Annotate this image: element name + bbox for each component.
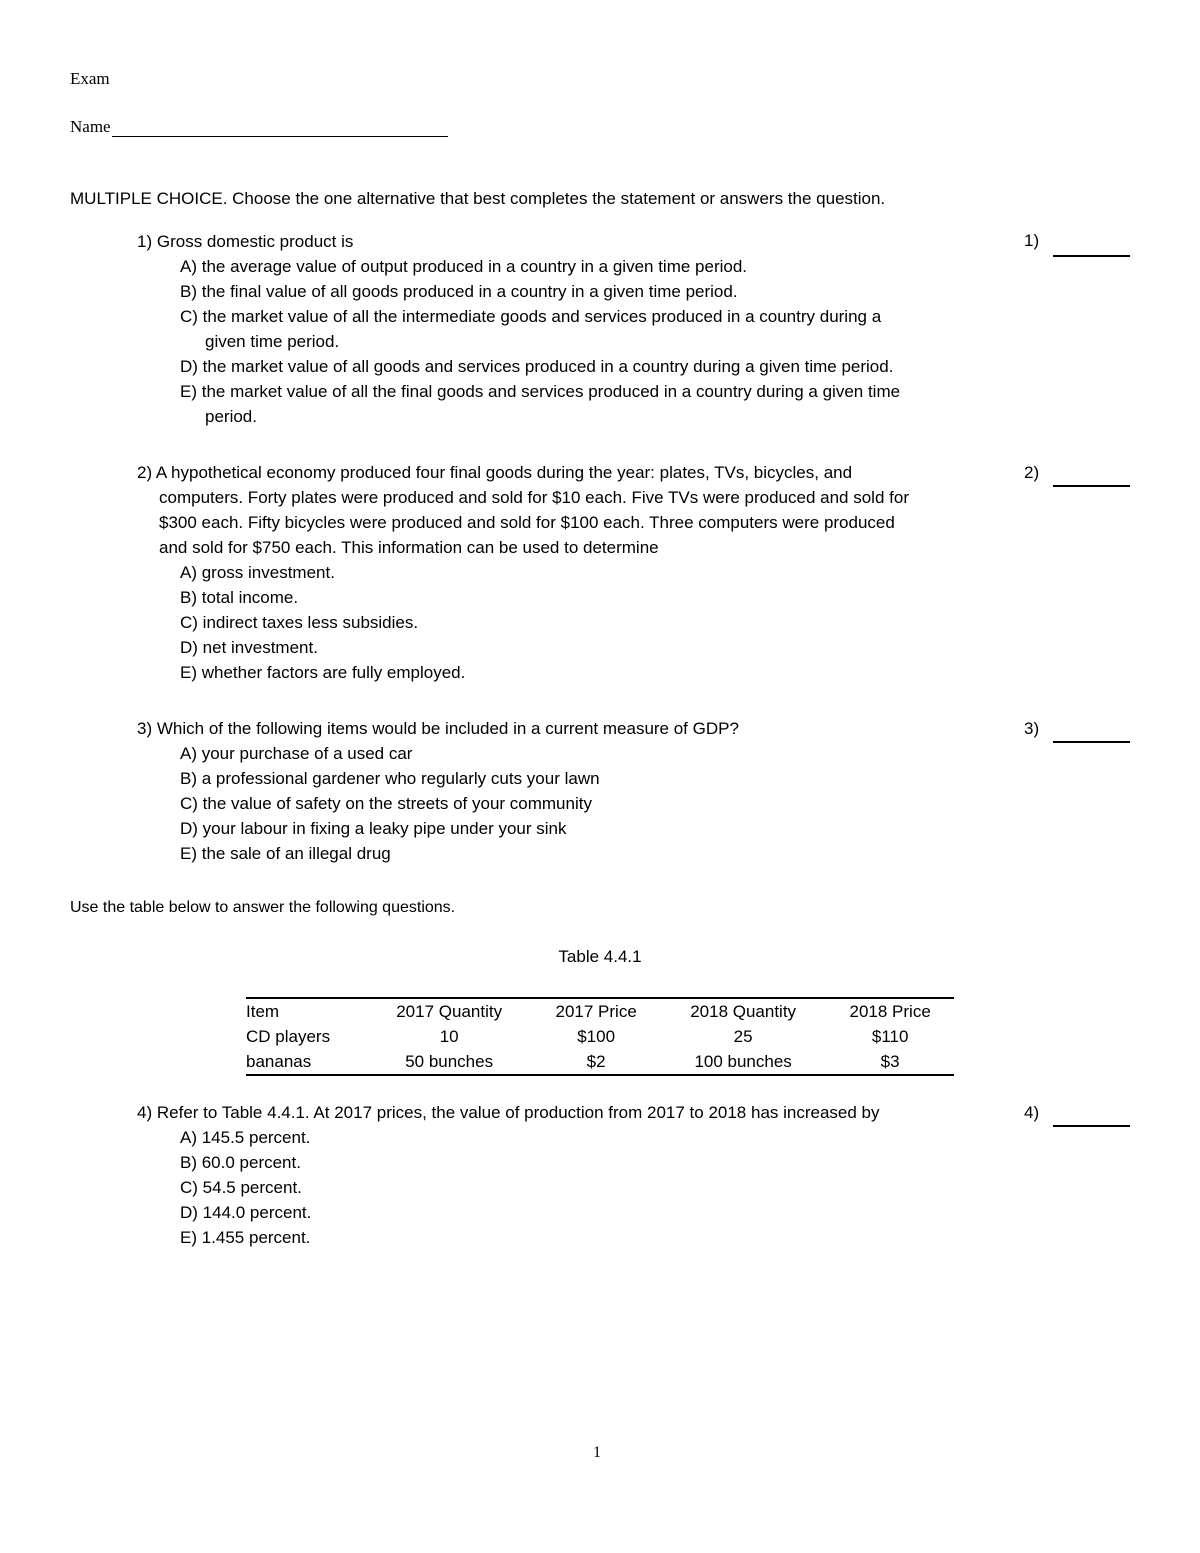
options xyxy=(180,254,900,429)
question-number: 3) xyxy=(137,719,153,738)
option-e: E) the sale of an illegal drug xyxy=(180,844,391,863)
table-cell: 50 bunches xyxy=(405,1051,494,1071)
options xyxy=(180,560,909,685)
answer-blank[interactable] xyxy=(1053,485,1130,487)
option-d: D) 144.0 percent. xyxy=(180,1203,312,1222)
answer-blank[interactable] xyxy=(1053,255,1130,257)
answer-blank[interactable] xyxy=(1053,741,1130,743)
table-intro: Use the table below to answer the following questions. xyxy=(70,899,456,916)
question-stem xyxy=(137,1100,880,1125)
table-caption: Table 4.4.1 xyxy=(558,947,642,966)
question-stem xyxy=(137,229,900,254)
question-3 xyxy=(137,716,739,866)
question-number: 2) xyxy=(137,463,153,482)
table-cell: $2 xyxy=(586,1051,606,1071)
option-c: C) the value of safety on the streets of your community xyxy=(180,794,592,813)
name-blank-line xyxy=(112,121,448,137)
option-c-continued: given time period. xyxy=(205,332,340,351)
column-header: 2018 Quantity xyxy=(690,1001,797,1021)
column-header: 2017 Price xyxy=(555,1001,637,1021)
name-field xyxy=(70,117,448,137)
table-row xyxy=(246,1049,954,1075)
stem-line: and sold for $750 each. This information can be used to determine xyxy=(159,538,659,557)
stem-line: Gross domestic product is xyxy=(156,232,354,251)
table-cell: bananas xyxy=(246,1051,312,1071)
answer-blank[interactable] xyxy=(1053,1125,1130,1127)
option-b: B) total income. xyxy=(180,588,299,607)
name-label: Name xyxy=(70,117,111,136)
question-4 xyxy=(137,1100,880,1250)
options xyxy=(180,1125,880,1250)
instructions: MULTIPLE CHOICE. Choose the one alternative that best completes the statement or answers the question. xyxy=(70,189,886,208)
option-a: A) 145.5 percent. xyxy=(180,1128,311,1147)
table-cell: 25 xyxy=(733,1026,753,1046)
option-c: C) 54.5 percent. xyxy=(180,1178,302,1197)
option-a: A) the average value of output produced in a country in a given time period. xyxy=(180,257,748,276)
option-d: D) the market value of all goods and services produced in a country during a given time period. xyxy=(180,357,894,376)
question-1 xyxy=(137,229,900,429)
options xyxy=(180,741,739,866)
option-b: B) 60.0 percent. xyxy=(180,1153,301,1172)
option-c: C) the market value of all the intermediate goods and services produced in a country during a xyxy=(180,307,882,326)
table-header-row xyxy=(246,998,954,1024)
option-a: A) gross investment. xyxy=(180,563,335,582)
data-table xyxy=(246,997,954,1076)
question-stem xyxy=(137,716,739,741)
question-number: 1) xyxy=(137,232,153,251)
column-header: 2018 Price xyxy=(849,1001,931,1021)
table-cell: 100 bunches xyxy=(694,1051,792,1071)
option-e: E) 1.455 percent. xyxy=(180,1228,311,1247)
option-d: D) your labour in fixing a leaky pipe under your sink xyxy=(180,819,567,838)
column-header: 2017 Quantity xyxy=(396,1001,503,1021)
table-cell: $110 xyxy=(871,1026,909,1046)
page-number: 1 xyxy=(593,1444,601,1461)
table-cell: $100 xyxy=(577,1026,616,1046)
option-c: C) indirect taxes less subsidies. xyxy=(180,613,419,632)
option-a: A) your purchase of a used car xyxy=(180,744,413,763)
answer-label: 2) xyxy=(1024,463,1040,482)
table-cell: 10 xyxy=(439,1026,459,1046)
option-e: E) the market value of all the final goods and services produced in a country during a given time xyxy=(180,382,901,401)
stem-line: computers. Forty plates were produced and sold for $10 each. Five TVs were produced and sold for xyxy=(159,488,909,507)
option-e-continued: period. xyxy=(205,407,257,426)
exam-title: Exam xyxy=(70,69,110,88)
question-2 xyxy=(137,460,909,685)
question-stem xyxy=(137,460,909,485)
table-cell: $3 xyxy=(880,1051,900,1071)
column-header: Item xyxy=(246,1001,280,1021)
option-b: B) the final value of all goods produced in a country in a given time period. xyxy=(180,282,738,301)
stem-line: Refer to Table 4.4.1. At 2017 prices, the value of production from 2017 to 2018 has increased by xyxy=(156,1103,880,1122)
stem-line: $300 each. Fifty bicycles were produced and sold for $100 each. Three computers were produced xyxy=(159,513,895,532)
question-number: 4) xyxy=(137,1103,153,1122)
answer-label: 1) xyxy=(1024,231,1040,250)
answer-label: 3) xyxy=(1024,719,1040,738)
stem-line: Which of the following items would be included in a current measure of GDP? xyxy=(156,719,739,738)
option-e: E) whether factors are fully employed. xyxy=(180,663,466,682)
answer-label: 4) xyxy=(1024,1103,1040,1122)
stem-line: A hypothetical economy produced four final goods during the year: plates, TVs, bicycles, and xyxy=(155,463,853,482)
option-b: B) a professional gardener who regularly cuts your lawn xyxy=(180,769,600,788)
table-row xyxy=(246,1024,954,1049)
table-cell: CD players xyxy=(246,1026,331,1046)
option-d: D) net investment. xyxy=(180,638,318,657)
